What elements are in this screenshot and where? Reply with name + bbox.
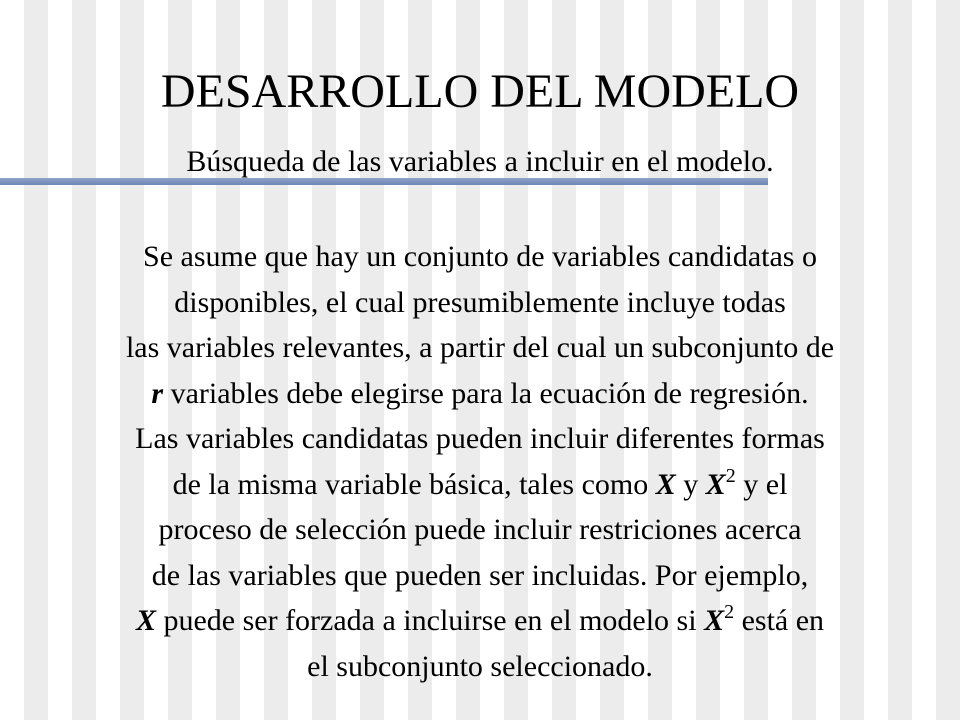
body-line-6-text-c: y el [735,467,788,501]
body-line-9-text-b: está en [734,604,825,637]
body-line-3: las variables relevantes, a partir del cual un subconjunto de [125,331,835,364]
body-line-6-text-a: de la misma variable básica, tales como [172,467,656,501]
body-paragraph [20,234,940,689]
body-line-10: el subconjunto seleccionado. [307,649,653,683]
body-line-9 [20,598,940,644]
body-line-6-text-b: y [675,467,706,501]
body-line-5: Las variables candidatas pueden incluir diferentes formas [135,422,825,455]
body-line-4 [20,371,940,417]
body-line-4-text: variables debe elegirse para la ecuación de regresión. [163,376,809,410]
body-line-9-text-a: puede ser forzada a incluirse en el modelo si [155,604,705,637]
body-line-2: disponibles, el cual presumiblemente incluye todas [174,285,786,319]
variable-r: r [151,376,164,410]
variable-x: X [655,467,676,501]
body-line-1: Se asume que hay un conjunto de variables candidatas o [143,240,817,273]
variable-x: X [135,604,156,637]
body-line-6 [20,462,940,508]
exponent-2: 2 [724,601,735,623]
exponent-2: 2 [725,464,736,487]
slide-subtitle: Búsqueda de las variables a incluir en el modelo. [186,145,774,178]
variable-x-squared: X [705,467,726,501]
variable-x-squared: X [704,604,725,637]
body-line-8: de las variables que pueden ser incluidas. Por ejemplo, [151,558,809,592]
body-line-7: proceso de selección puede incluir restriciones acerca [158,513,802,546]
slide-title: DESARROLLO DEL MODELO [160,65,800,119]
